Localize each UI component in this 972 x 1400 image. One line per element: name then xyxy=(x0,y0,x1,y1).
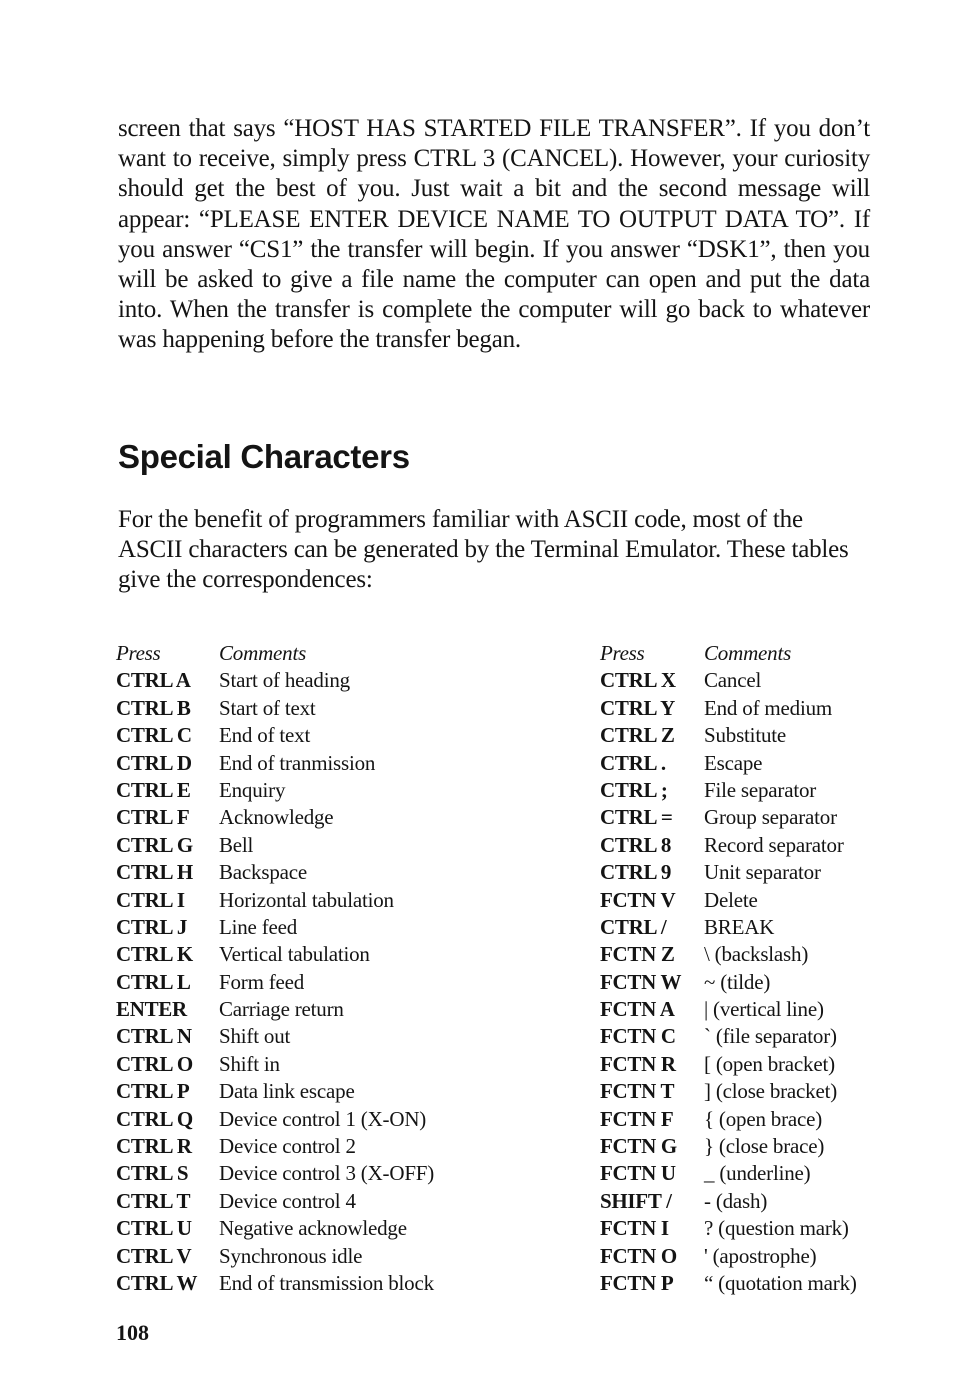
key-combo: CTRL U xyxy=(116,1216,192,1241)
table-row xyxy=(116,859,496,886)
key-comment: ? (question mark) xyxy=(704,1216,849,1241)
table-header xyxy=(116,640,496,667)
key-comment: Delete xyxy=(704,887,758,912)
key-combo: CTRL G xyxy=(116,832,193,857)
table-row xyxy=(600,887,900,914)
table-row xyxy=(116,695,496,722)
key-combo: CTRL K xyxy=(116,942,193,967)
table-row xyxy=(600,1106,900,1133)
key-combo: FCTN C xyxy=(600,1024,676,1049)
key-combo: FCTN P xyxy=(600,1270,674,1295)
table-row xyxy=(600,1023,900,1050)
table-row xyxy=(116,1270,496,1297)
key-combo: FCTN A xyxy=(600,997,675,1022)
table-row xyxy=(116,750,496,777)
press-column-header: Press xyxy=(600,641,645,665)
section-heading: Special Characters xyxy=(118,438,410,475)
table-row xyxy=(116,1215,496,1242)
key-comment: End of medium xyxy=(704,695,833,720)
key-comment: Synchronous idle xyxy=(219,1243,363,1268)
table-row xyxy=(600,832,900,859)
key-combo: CTRL L xyxy=(116,969,191,994)
key-combo: CTRL S xyxy=(116,1161,189,1186)
key-combo: CTRL I xyxy=(116,887,185,912)
key-comment: Shift out xyxy=(219,1024,291,1049)
key-comment: “ (quotation mark) xyxy=(704,1270,857,1295)
table-row xyxy=(116,887,496,914)
table-row xyxy=(600,667,900,694)
table-row xyxy=(600,1051,900,1078)
key-combo: CTRL P xyxy=(116,1079,190,1104)
key-comment: Escape xyxy=(704,750,763,775)
table-row xyxy=(600,804,900,831)
key-comment: Start of heading xyxy=(219,668,350,693)
key-combo: CTRL V xyxy=(116,1243,192,1268)
key-combo: FCTN Z xyxy=(600,942,675,967)
key-comment: Form feed xyxy=(219,969,305,994)
table-row xyxy=(116,1106,496,1133)
key-combo: CTRL T xyxy=(116,1188,191,1213)
body-paragraph-1: screen that says “HOST HAS STARTED FILE TRANSFER”. If you don’t want to receive, simply press CTRL 3 (CANCEL). However, your curiosity should get the best of you. Just wait a bit and the second message will appear: “PLEASE ENTER DEVICE NAME TO OUTPUT DATA TO”. If you answer “CS1” the transfer will begin. If you answer “DSK1”, then you will be asked to give a file name the computer can open and put the data into. When the transfer is complete the computer will go back to whatever was happening before the transfer began. xyxy=(118,115,870,354)
page-number: 108 xyxy=(116,1320,149,1345)
key-combo: FCTN I xyxy=(600,1216,669,1241)
key-comment: Device control 2 xyxy=(219,1134,356,1159)
table-row xyxy=(116,1078,496,1105)
key-comment: Device control 1 (X-ON) xyxy=(219,1106,427,1131)
key-combo: CTRL H xyxy=(116,860,193,885)
key-combo: FCTN W xyxy=(600,969,682,994)
key-comment: Line feed xyxy=(219,914,298,939)
key-comment: End of tranmission xyxy=(219,750,376,775)
key-comment: Carriage return xyxy=(219,997,344,1022)
table-body xyxy=(116,667,496,1297)
key-combo: CTRL W xyxy=(116,1270,198,1295)
key-comment: Group separator xyxy=(704,805,837,830)
table-row xyxy=(600,1243,900,1270)
right-key-table xyxy=(600,640,900,1297)
key-combo: CTRL J xyxy=(116,914,188,939)
key-comment: Start of text xyxy=(219,695,316,720)
key-comment: Data link escape xyxy=(219,1079,355,1104)
key-comment: Shift in xyxy=(219,1051,280,1076)
key-comment: Device control 4 xyxy=(219,1188,356,1213)
key-comment: Horizontal tabulation xyxy=(219,887,394,912)
comments-column-header: Comments xyxy=(219,641,307,665)
left-key-table xyxy=(116,640,496,1297)
key-comment: Backspace xyxy=(219,860,307,885)
press-column-header: Press xyxy=(116,641,161,665)
table-header xyxy=(600,640,900,667)
table-row xyxy=(600,914,900,941)
key-combo: CTRL C xyxy=(116,723,192,748)
table-row xyxy=(116,1243,496,1270)
key-comment: Unit separator xyxy=(704,860,821,885)
key-combo: CTRL Y xyxy=(600,695,676,720)
key-combo: CTRL = xyxy=(600,805,673,830)
table-row xyxy=(116,832,496,859)
key-comment: { (open brace) xyxy=(704,1106,823,1131)
key-combo: FCTN V xyxy=(600,887,676,912)
table-row xyxy=(600,1078,900,1105)
key-combo: ENTER xyxy=(116,997,187,1022)
key-combo: CTRL . xyxy=(600,750,666,775)
table-row xyxy=(116,777,496,804)
key-combo: CTRL ; xyxy=(600,777,668,802)
key-combo: CTRL / xyxy=(600,914,667,939)
key-comment: Negative acknowledge xyxy=(219,1216,407,1241)
key-combo: FCTN T xyxy=(600,1079,675,1104)
key-comment: \ (backslash) xyxy=(704,942,809,967)
key-combo: CTRL Q xyxy=(116,1106,193,1131)
table-row xyxy=(600,1160,900,1187)
table-row xyxy=(116,914,496,941)
key-comment: BREAK xyxy=(704,914,775,939)
table-row xyxy=(116,804,496,831)
key-combo: CTRL E xyxy=(116,777,191,802)
key-comment: Record separator xyxy=(704,832,844,857)
key-comment: _ (underline) xyxy=(704,1161,811,1186)
table-row xyxy=(116,1133,496,1160)
key-comment: } (close brace) xyxy=(704,1134,825,1159)
key-combo: CTRL X xyxy=(600,668,676,693)
key-combo: CTRL O xyxy=(116,1051,193,1076)
key-combo: FCTN U xyxy=(600,1161,676,1186)
table-row xyxy=(600,859,900,886)
table-row xyxy=(116,969,496,996)
key-comment: Device control 3 (X-OFF) xyxy=(219,1161,435,1186)
key-combo: CTRL R xyxy=(116,1134,192,1159)
key-comment: End of transmission block xyxy=(219,1270,434,1295)
table-row xyxy=(600,1133,900,1160)
key-comment: Cancel xyxy=(704,668,762,693)
table-row xyxy=(116,1160,496,1187)
key-combo: CTRL Z xyxy=(600,723,675,748)
key-combo: CTRL 9 xyxy=(600,860,672,885)
key-comment: ~ (tilde) xyxy=(704,969,771,994)
key-comment: File separator xyxy=(704,777,817,802)
key-comment: [ (open bracket) xyxy=(704,1051,835,1076)
key-comment: - (dash) xyxy=(704,1188,768,1213)
table-body xyxy=(600,667,900,1297)
key-comment: | (vertical line) xyxy=(704,997,824,1022)
key-comment: Substitute xyxy=(704,723,787,748)
key-combo: FCTN O xyxy=(600,1243,677,1268)
key-comment: ` (file separator) xyxy=(704,1024,837,1049)
key-combo: FCTN G xyxy=(600,1134,677,1159)
table-row xyxy=(116,667,496,694)
table-row xyxy=(600,996,900,1023)
table-row xyxy=(600,941,900,968)
key-combo: SHIFT / xyxy=(600,1188,672,1213)
key-combo: CTRL D xyxy=(116,750,192,775)
key-combo: FCTN R xyxy=(600,1051,676,1076)
key-comment: Bell xyxy=(219,832,254,857)
table-row xyxy=(116,941,496,968)
key-comment: ' (apostrophe) xyxy=(704,1243,817,1268)
key-comment: Acknowledge xyxy=(219,805,334,830)
key-combo: CTRL A xyxy=(116,668,191,693)
table-row xyxy=(116,722,496,749)
key-combo: CTRL F xyxy=(116,805,190,830)
table-row xyxy=(600,1188,900,1215)
table-row xyxy=(600,969,900,996)
table-row xyxy=(600,1215,900,1242)
key-comment: Vertical tabulation xyxy=(219,942,370,967)
table-row xyxy=(600,750,900,777)
body-paragraph-2: For the benefit of programmers familiar with ASCII code, most of the ASCII characters can be generated by the Terminal Emulator. These tables give the correspondences: xyxy=(118,506,849,594)
table-row xyxy=(600,1270,900,1297)
key-combo: CTRL 8 xyxy=(600,832,672,857)
table-row xyxy=(600,722,900,749)
key-comment: Enquiry xyxy=(219,777,286,802)
table-row xyxy=(600,695,900,722)
key-comment: End of text xyxy=(219,723,311,748)
table-row xyxy=(600,777,900,804)
table-row xyxy=(116,996,496,1023)
table-row xyxy=(116,1188,496,1215)
key-comment: ] (close bracket) xyxy=(704,1079,838,1104)
key-combo: CTRL B xyxy=(116,695,191,720)
table-row xyxy=(116,1023,496,1050)
key-combo: FCTN F xyxy=(600,1106,674,1131)
table-row xyxy=(116,1051,496,1078)
key-combo: CTRL N xyxy=(116,1024,192,1049)
comments-column-header: Comments xyxy=(704,641,792,665)
